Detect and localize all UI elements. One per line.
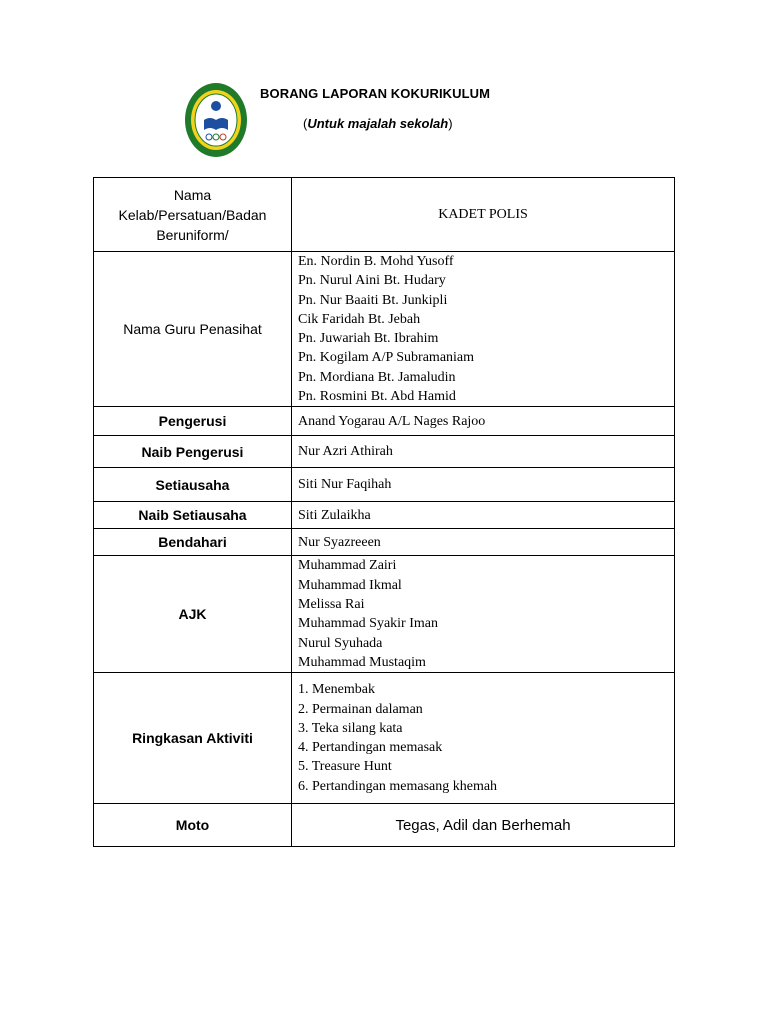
row-moto (94, 804, 675, 847)
list-item: Pn. Mordiana Bt. Jamaludin (298, 369, 456, 385)
list-item: Muhammad Syakir Iman (298, 616, 438, 632)
row-naib-setiausaha (94, 502, 675, 529)
label-guru-penasihat: Nama Guru Penasihat (94, 252, 292, 407)
list-item: Nurul Syuhada (298, 635, 383, 651)
school-crest-logo (184, 82, 248, 158)
value-pengerusi: Anand Yogarau A/L Nages Rajoo (292, 407, 675, 436)
row-pengerusi (94, 407, 675, 436)
list-item: Pn. Nurul Aini Bt. Hudary (298, 273, 446, 289)
list-item: 5. Treasure Hunt (298, 759, 392, 775)
row-setiausaha (94, 468, 675, 502)
label-naib-pengerusi: Naib Pengerusi (94, 436, 292, 468)
list-item: 6. Pertandingan memasang khemah (298, 778, 498, 794)
label-line: Nama (173, 186, 212, 203)
label-naib-setiausaha: Naib Setiausaha (94, 502, 292, 529)
label-pengerusi: Pengerusi (94, 407, 292, 436)
value-nama-kelab: KADET POLIS (292, 178, 675, 252)
row-bendahari (94, 529, 675, 556)
form-subtitle (303, 116, 453, 131)
list-item: En. Nordin B. Mohd Yusoff (298, 254, 454, 269)
list-item: Melissa Rai (298, 596, 365, 612)
list-item: 2. Permainan dalaman (298, 701, 423, 717)
label-nama-kelab (94, 178, 292, 252)
value-setiausaha: Siti Nur Faqihah (292, 468, 675, 502)
list-item: Pn. Kogilam A/P Subramaniam (298, 350, 475, 366)
list-item: 3. Teka silang kata (298, 720, 403, 736)
value-moto: Tegas, Adil dan Berhemah (292, 804, 675, 847)
form-title: BORANG LAPORAN KOKURIKULUM (260, 86, 491, 101)
label-line: Kelab/Persatuan/Badan (118, 206, 267, 223)
report-table (93, 177, 675, 847)
label-ajk: AJK (94, 556, 292, 673)
value-ajk (292, 556, 675, 673)
subtitle-italic-text: Untuk majalah sekolah (307, 116, 449, 131)
row-naib-pengerusi (94, 436, 675, 468)
label-ringkasan-aktiviti: Ringkasan Aktiviti (94, 673, 292, 804)
list-item: Cik Faridah Bt. Jebah (298, 311, 421, 327)
value-naib-setiausaha: Siti Zulaikha (292, 502, 675, 529)
list-item: Muhammad Ikmal (298, 577, 402, 593)
subtitle-close-paren: ) (448, 116, 453, 131)
list-item: Pn. Juwariah Bt. Ibrahim (298, 331, 439, 347)
list-item: 1. Menembak (298, 682, 375, 698)
label-bendahari: Bendahari (94, 529, 292, 556)
list-item: Pn. Nur Baaiti Bt. Junkipli (298, 292, 448, 308)
list-item: 4. Pertandingan memasak (298, 740, 443, 756)
value-bendahari: Nur Syazreeen (292, 529, 675, 556)
value-naib-pengerusi: Nur Azri Athirah (292, 436, 675, 468)
label-setiausaha: Setiausaha (94, 468, 292, 502)
label-line: Beruniform/ (156, 226, 229, 243)
value-guru-penasihat (292, 252, 675, 407)
subtitle-open-paren: ( (303, 116, 308, 131)
list-item: Pn. Rosmini Bt. Abd Hamid (298, 389, 456, 405)
row-ringkasan-aktiviti (94, 673, 675, 804)
row-guru-penasihat (94, 252, 675, 407)
label-moto: Moto (94, 804, 292, 847)
list-item: Muhammad Mustaqim (298, 654, 426, 670)
value-ringkasan-aktiviti (292, 673, 675, 804)
list-item: Muhammad Zairi (298, 558, 397, 574)
row-ajk (94, 556, 675, 673)
row-nama-kelab (94, 178, 675, 252)
